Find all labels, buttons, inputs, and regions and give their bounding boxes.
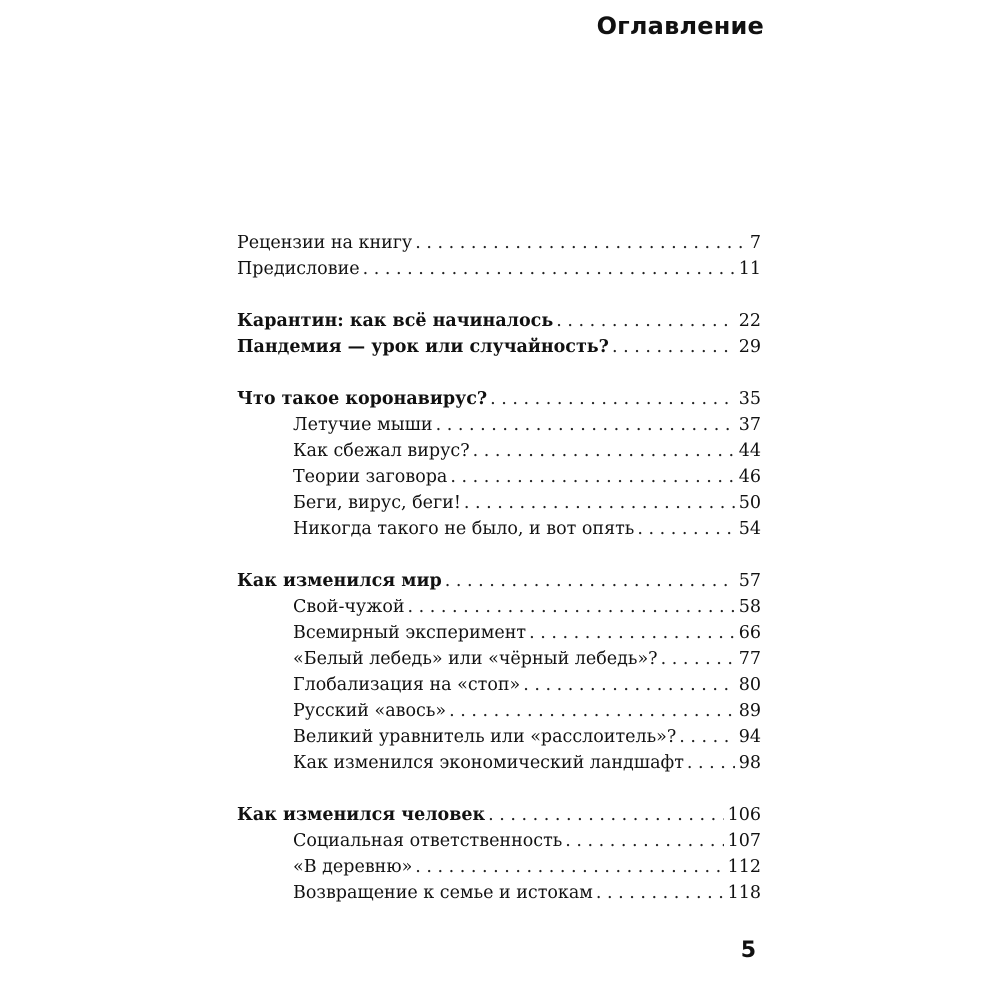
dot-leader — [679, 724, 734, 750]
toc-section — [237, 568, 761, 776]
toc-entry-label: Как изменился мир — [237, 571, 442, 591]
toc-section — [237, 230, 761, 282]
toc-entry-label: Глобализация на «стоп» — [293, 675, 521, 695]
toc-entry-page: 46 — [738, 467, 761, 487]
toc-entry-label: Социальная ответственность — [293, 831, 563, 851]
toc-subentry[interactable] — [237, 698, 761, 724]
dot-leader — [449, 698, 735, 724]
toc-entry[interactable] — [237, 334, 761, 360]
toc-entry-page: 80 — [738, 675, 761, 695]
toc-entry-page: 44 — [738, 441, 761, 461]
toc-entry-label: Великий уравнитель или «расслоитель»? — [293, 727, 677, 747]
toc-entry-label: Предисловие — [237, 259, 360, 279]
dot-leader — [490, 386, 735, 412]
toc-entry-page: 57 — [738, 571, 761, 591]
toc-entry-label: Беги, вирус, беги! — [293, 493, 461, 513]
toc-subentry[interactable] — [237, 412, 761, 438]
toc-subentry[interactable] — [237, 724, 761, 750]
toc-entry-label: Как изменился человек — [237, 805, 486, 825]
toc-subentry[interactable] — [237, 516, 761, 542]
toc-subentry[interactable] — [237, 854, 761, 880]
dot-leader — [464, 490, 735, 516]
dot-leader — [556, 308, 735, 334]
dot-leader — [415, 854, 723, 880]
toc-entry-page: 98 — [738, 753, 761, 773]
dot-leader — [687, 750, 735, 776]
toc-entry-page: 11 — [738, 259, 761, 279]
toc-subentry[interactable] — [237, 750, 761, 776]
toc-entry-label: Теории заговора — [293, 467, 448, 487]
toc-entry-page: 7 — [749, 233, 761, 253]
toc-entry-page: 107 — [727, 831, 761, 851]
dot-leader — [523, 672, 734, 698]
toc-entry-label: Летучие мыши — [293, 415, 433, 435]
toc-entry-page: 89 — [738, 701, 761, 721]
toc-subentry[interactable] — [237, 594, 761, 620]
toc-entry-label: «Белый лебедь» или «чёрный лебедь»? — [293, 649, 658, 669]
toc-entry[interactable] — [237, 386, 761, 412]
toc-entry-label: Карантин: как всё начиналось — [237, 311, 554, 331]
toc-entry-label: «В деревню» — [293, 857, 413, 877]
toc-entry-label: Русский «авось» — [293, 701, 447, 721]
toc-entry[interactable] — [237, 308, 761, 334]
toc-entry-page: 37 — [738, 415, 761, 435]
toc-entry-page: 58 — [738, 597, 761, 617]
toc-entry-label: Свой-чужой — [293, 597, 405, 617]
toc-subentry[interactable] — [237, 880, 761, 906]
toc-subentry[interactable] — [237, 490, 761, 516]
dot-leader — [445, 568, 735, 594]
dot-leader — [612, 334, 735, 360]
toc-entry-label: Никогда такого не было, и вот опять — [293, 519, 635, 539]
dot-leader — [473, 438, 735, 464]
toc-entry[interactable] — [237, 568, 761, 594]
dot-leader — [637, 516, 734, 542]
page-number: 5 — [740, 938, 756, 963]
toc-entry-page: 50 — [738, 493, 761, 513]
toc-entry-label: Как изменился экономический ландшафт — [293, 753, 684, 773]
toc-section — [237, 802, 761, 906]
toc-entry-page: 35 — [738, 389, 761, 409]
dot-leader — [450, 464, 734, 490]
toc-entry-page: 66 — [738, 623, 761, 643]
dot-leader — [363, 256, 735, 282]
toc-entry-page: 54 — [738, 519, 761, 539]
dot-leader — [488, 802, 723, 828]
toc-entry-page: 94 — [738, 727, 761, 747]
toc-subentry[interactable] — [237, 828, 761, 854]
toc-section — [237, 386, 761, 542]
toc-entry-page: 106 — [727, 805, 761, 825]
toc-entry-label: Что такое коронавирус? — [237, 389, 488, 409]
toc-entry-label: Всемирный эксперимент — [293, 623, 527, 643]
dot-leader — [408, 594, 735, 620]
toc-entry-label: Пандемия — урок или случайность? — [237, 337, 609, 357]
toc-section — [237, 308, 761, 360]
toc-entry-label: Рецензии на книгу — [237, 233, 413, 253]
dot-leader — [415, 230, 746, 256]
toc-entry-page: 112 — [727, 857, 761, 877]
dot-leader — [596, 880, 724, 906]
toc-entry[interactable] — [237, 230, 761, 256]
toc-subentry[interactable] — [237, 438, 761, 464]
table-of-contents — [237, 230, 761, 906]
toc-entry-page: 118 — [727, 883, 761, 903]
toc-entry-page: 77 — [738, 649, 761, 669]
toc-subentry[interactable] — [237, 464, 761, 490]
toc-subentry[interactable] — [237, 646, 761, 672]
toc-subentry[interactable] — [237, 620, 761, 646]
dot-leader — [529, 620, 735, 646]
toc-subentry[interactable] — [237, 672, 761, 698]
page-title: Оглавление — [596, 12, 764, 40]
toc-entry[interactable] — [237, 256, 761, 282]
toc-entry-page: 29 — [738, 337, 761, 357]
dot-leader — [661, 646, 735, 672]
dot-leader — [436, 412, 735, 438]
toc-entry-page: 22 — [738, 311, 761, 331]
dot-leader — [565, 828, 723, 854]
toc-entry-label: Возвращение к семье и истокам — [293, 883, 593, 903]
toc-entry-label: Как сбежал вирус? — [293, 441, 470, 461]
toc-entry[interactable] — [237, 802, 761, 828]
